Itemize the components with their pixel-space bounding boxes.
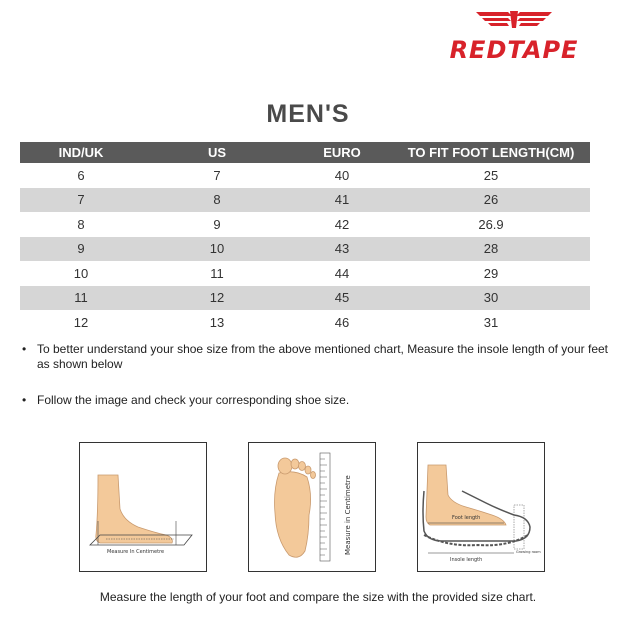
size-chart-table [20,142,590,335]
table-row [20,310,590,335]
table-cell: 43 [334,241,350,257]
table-cell: 10 [209,241,225,257]
table-cell: 9 [213,216,221,232]
table-cell: 9 [77,241,85,257]
table-cell: 7 [213,167,221,183]
shoe-sole-icon [424,535,528,545]
table-cell: 41 [334,192,350,208]
foot-shape-icon [96,475,173,543]
side-foot-illustration [80,443,206,571]
table-row [20,286,590,311]
shoe-foot-figure [417,442,545,572]
instruction-item [20,342,610,372]
growing-room-marker [514,505,524,549]
table-header-row [20,142,590,163]
growing-room-label: Growing room [516,550,541,554]
page-title: MEN'S [266,100,350,128]
table-cell: 46 [334,314,350,330]
table-row [20,212,590,237]
winged-emblem-icon [416,8,612,36]
instruction-text: Follow the image and check your corresponding shoe size. [37,393,350,407]
table-cell: 7 [77,192,85,208]
figure-caption: Measure the length of your foot and compare the size with the provided size chart. [99,590,537,604]
top-foot-illustration [249,443,375,571]
shoe-foot-illustration [418,443,544,571]
foot-sole-icon [275,458,316,557]
table-cell: 8 [77,216,85,232]
table-cell: 29 [483,265,499,281]
measure-label: Measure in Centimetre [344,475,352,555]
table-cell: 44 [334,265,350,281]
table-cell: 6 [77,167,85,183]
table-cell: 11 [74,290,88,306]
table-cell: 26 [483,192,499,208]
table-cell: 30 [483,290,499,306]
brand-name: REDTAPE [449,36,579,64]
table-cell: 13 [209,314,225,330]
table-row [20,188,590,213]
column-header: US [207,145,227,160]
column-header: EURO [323,145,361,160]
foot-length-label: Foot length [452,515,481,521]
instruction-item [20,393,610,408]
brand-logo [416,8,612,64]
instruction-text: To better understand your shoe size from the above mentioned chart, Measure the insole length of your feet as shown below [37,342,609,371]
table-cell: 25 [483,167,499,183]
column-header: TO FIT FOOT LENGTH(CM) [407,145,575,160]
table-cell: 40 [334,167,350,183]
table-row [20,261,590,286]
table-cell: 10 [73,265,89,281]
table-cell: 12 [209,290,225,306]
table-cell: 42 [334,216,350,232]
instructions-list [20,342,610,408]
table-cell: 11 [210,265,224,281]
ruler-icon [320,453,330,561]
top-foot-figure [248,442,376,572]
side-foot-figure [79,442,207,572]
bullet-icon: • [22,393,27,407]
table-row [20,237,590,262]
table-cell: 26.9 [478,216,504,232]
column-header: IND/UK [58,145,104,160]
table-cell: 28 [483,241,499,257]
table-row [20,163,590,188]
table-cell: 45 [334,290,350,306]
measure-label: Measure In Centimetre [107,549,165,555]
table-cell: 12 [73,314,89,330]
table-cell: 31 [483,314,499,330]
table-cell: 8 [213,192,221,208]
insole-length-label: Insole length [450,557,483,563]
bullet-icon: • [22,342,27,356]
